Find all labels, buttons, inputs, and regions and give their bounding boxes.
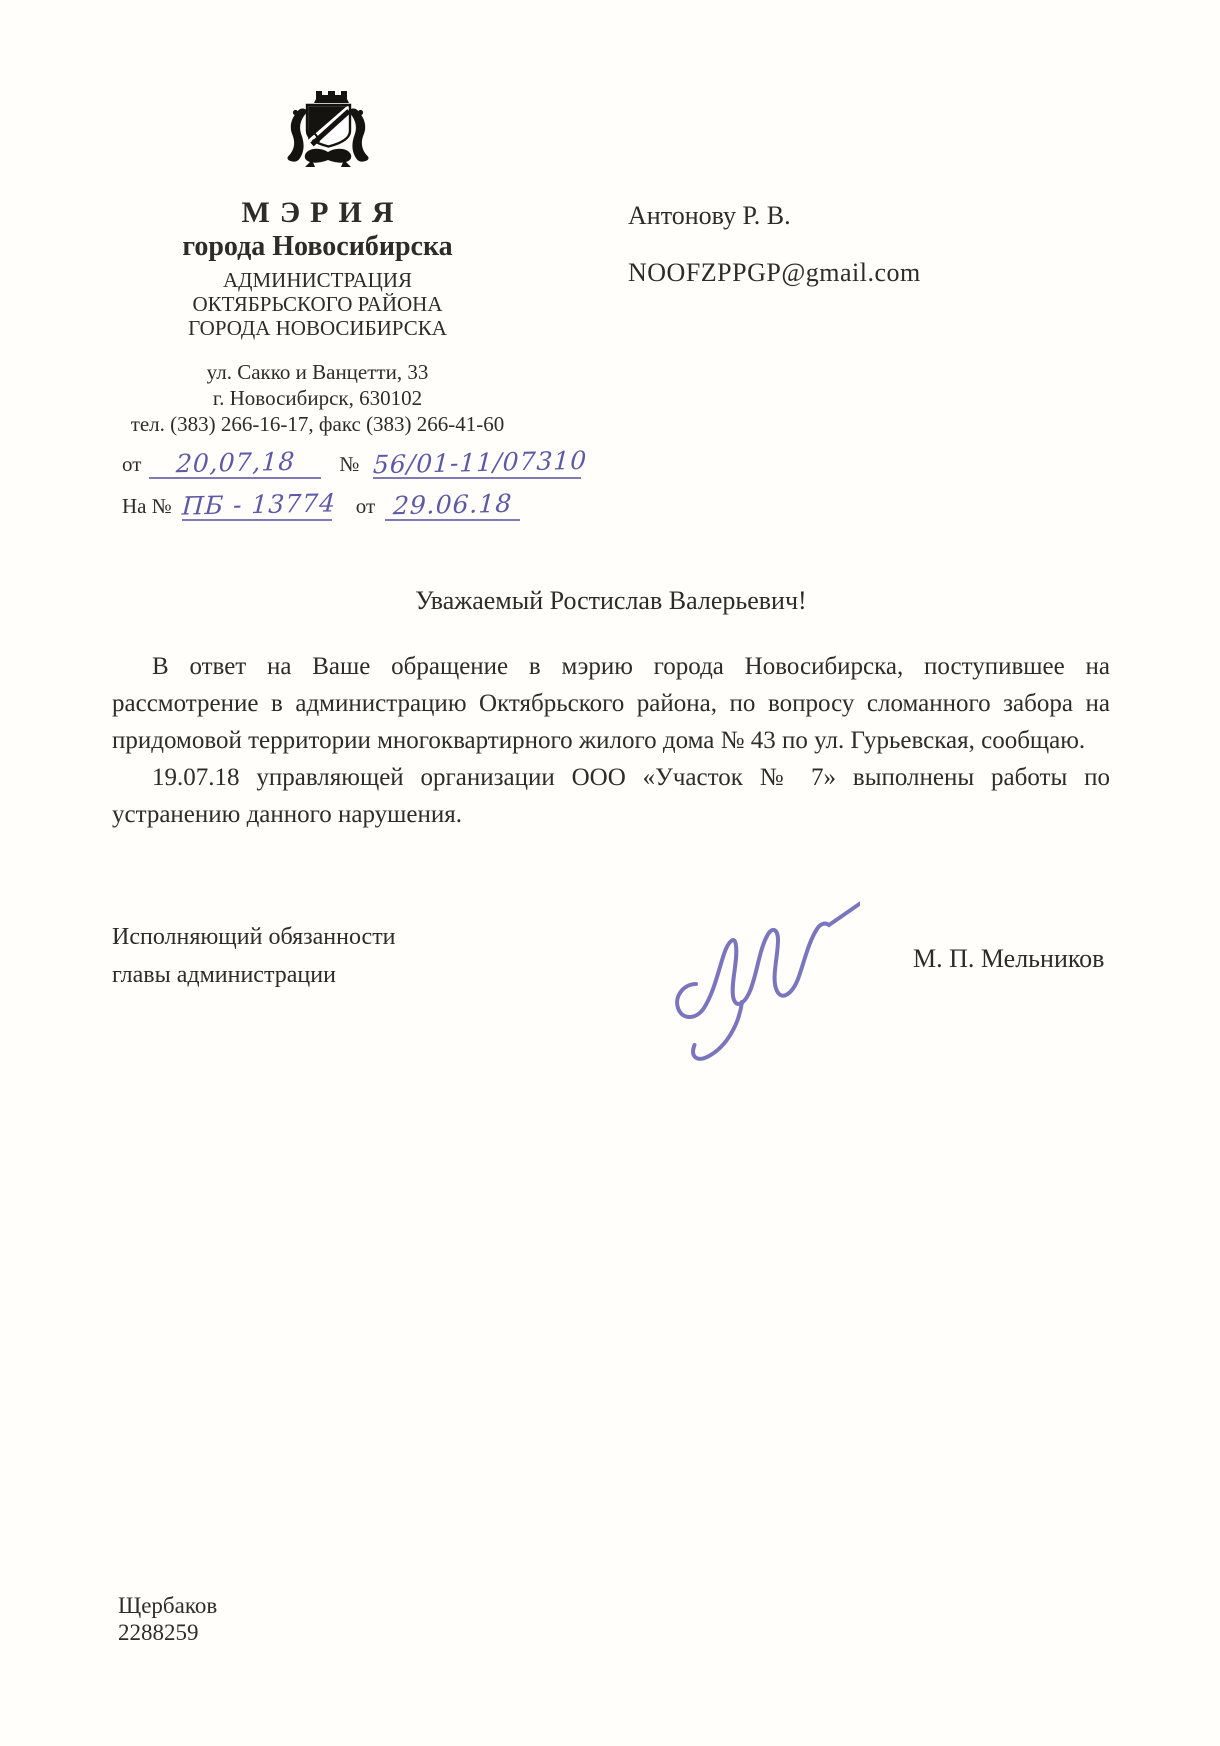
signer-position: [112, 918, 396, 994]
outgoing-date-field: [149, 448, 321, 479]
signer-name: М. П. Мельников: [913, 944, 1105, 973]
incoming-number-label: На №: [122, 494, 172, 518]
address-phone-fax: тел. (383) 266-16-17, факс (383) 266-41-60: [130, 412, 505, 436]
outgoing-number-label: №: [339, 452, 360, 476]
letter-body: [112, 648, 1110, 833]
handwritten-signature-icon: [600, 872, 860, 1067]
department-line-1: АДМИНИСТРАЦИЯ: [223, 268, 412, 292]
signer-position-line-1: Исполняющий обязанности: [112, 924, 396, 950]
incoming-date-label: от: [355, 494, 376, 518]
agency-title: МЭРИЯ: [241, 196, 404, 229]
recipient-name: Антонову Р. В.: [628, 201, 791, 230]
body-paragraph-2: 19.07.18 управляющей организации ООО «Участок № 7» выполнены работы по устранению данного нарушения.: [112, 764, 1110, 828]
address-city: г. Новосибирск, 630102: [212, 386, 423, 410]
executor-block: [118, 1592, 217, 1646]
incoming-number-handwritten: ПБ - 13774: [181, 488, 337, 521]
department-line-3: ГОРОДА НОВОСИБИРСКА: [188, 316, 447, 340]
signer-position-line-2: главы администрации: [112, 962, 336, 988]
incoming-date-field: [385, 490, 520, 521]
outgoing-number-field: [372, 445, 589, 480]
recipient-email: NOOFZPPGP@gmail.com: [628, 258, 921, 287]
agency-subtitle: города Новосибирска: [182, 231, 453, 262]
reference-incoming-row: [122, 490, 520, 521]
incoming-number-field: [181, 488, 337, 521]
novosibirsk-coat-of-arms-icon: [283, 88, 373, 176]
address-street: ул. Сакко и Ванцетти, 33: [206, 360, 429, 384]
outgoing-date-handwritten: 20,07,18: [175, 446, 296, 479]
outgoing-date-label: от: [122, 452, 142, 476]
incoming-date-handwritten: 29.06.18: [392, 488, 514, 521]
body-paragraph-1: В ответ на Ваше обращение в мэрию города Новосибирска, поступившее на рассмотрение в администрацию Октябрьского района, по вопросу сломанного забора на придомовой территории многоквартирного жилого дома № 43 по ул. Гурьевская, сообщаю.: [112, 653, 1110, 754]
executor-phone: 2288259: [118, 1620, 199, 1645]
executor-name: Щербаков: [118, 1593, 218, 1618]
salutation: Уважаемый Ростислав Валерьевич!: [415, 586, 807, 615]
department-line-2: ОКТЯБРЬСКОГО РАЙОНА: [192, 292, 443, 316]
outgoing-number-handwritten: 56/01-11/07310: [372, 445, 589, 480]
reference-outgoing-row: [122, 445, 589, 480]
